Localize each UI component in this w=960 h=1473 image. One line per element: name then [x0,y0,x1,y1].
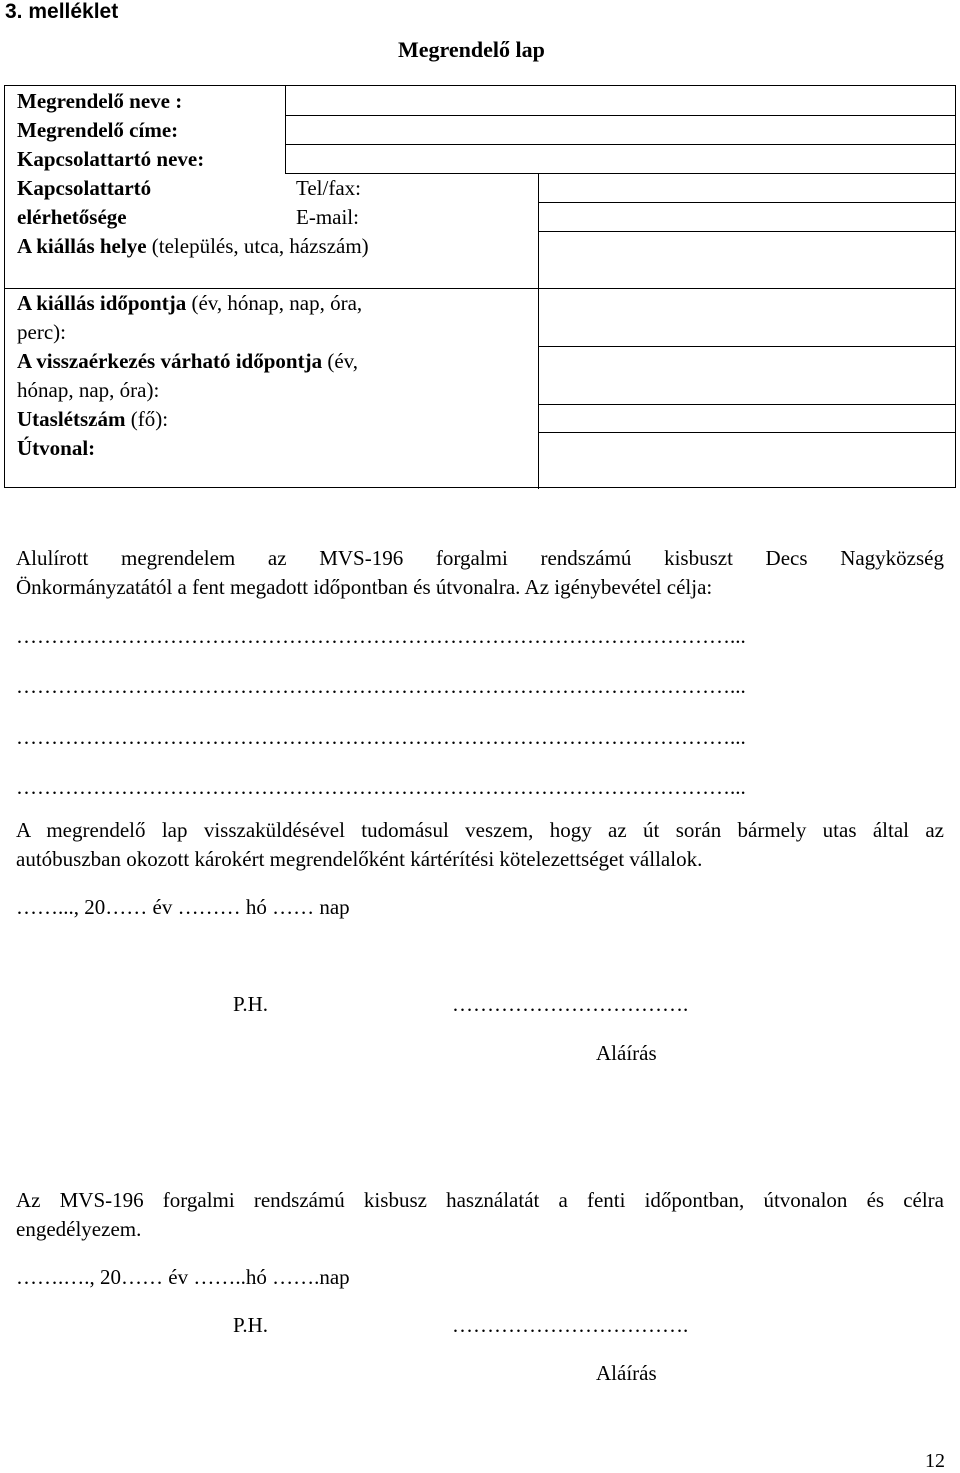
signature-line-1: ……………………………. [452,992,689,1016]
divider-h-7 [538,346,956,347]
email-label: E-mail: [296,205,359,229]
purpose-line-3: …………………………………………………………………………………………... [16,725,746,749]
page-number: 12 [925,1450,945,1472]
stamp-placeholder-1: P.H. [233,992,269,1016]
approval-date-line: …….…., 20…… év ……..hó …….nap [16,1265,350,1289]
divider-h-9 [538,432,956,433]
approval-text-line-2: engedélyezem. [16,1217,142,1241]
customer-address-label: Megrendelő címe: [17,118,179,142]
annex-label: 3. melléklet [5,0,119,23]
divider-h-3 [285,173,956,174]
contact-reach-label-2: elérhetősége [17,205,127,229]
page-title: Megrendelő lap [398,37,545,62]
divider-h-2 [285,144,956,145]
telfax-label: Tel/fax: [296,176,361,200]
signature-label-1: Aláírás [596,1041,657,1065]
place-label: A kiállás helye (település, utca, házszám) [17,234,369,258]
order-form-table [4,85,956,488]
approval-text-line-1: Az MVS-196 forgalmi rendszámú kisbusz használatát a fenti időpontban, útvonalon és célra [16,1188,944,1212]
liability-text-line-1: A megrendelő lap visszaküldésével tudomásul veszem, hogy az út során bármely utas által az [16,818,944,842]
purpose-line-1: …………………………………………………………………………………………... [16,624,746,648]
order-date-line: ……..., 20…… év ……… hó …… nap [16,895,350,919]
departure-time-label-2: perc): [17,320,66,344]
divider-h-4 [538,202,956,203]
customer-name-label: Megrendelő neve : [17,89,183,113]
route-label: Útvonal: [17,436,96,460]
order-text-line-1: Alulírott megrendelem az MVS-196 forgalmi rendszámú kisbuszt Decs Nagyközség [16,546,944,570]
stamp-placeholder-2: P.H. [233,1313,269,1337]
return-time-label: A visszaérkezés várható időpontja (év, [17,349,359,373]
purpose-line-4: …………………………………………………………………………………………... [16,775,746,799]
contact-reach-label-1: Kapcsolattartó [17,176,152,200]
divider-h-5 [538,231,956,232]
passengers-label: Utaslétszám (fő): [17,407,169,431]
contact-name-label: Kapcsolattartó neve: [17,147,205,171]
departure-time-label: A kiállás időpontja (év, hónap, nap, óra, [17,291,363,315]
liability-text-line-2: autóbuszban okozott károkért megrendelőként kártérítési kötelezettséget vállalok. [16,847,703,871]
signature-line-2: ……………………………. [452,1313,689,1337]
divider-h-6 [5,288,956,289]
divider-v-contact [538,173,539,489]
return-time-label-2: hónap, nap, óra): [17,378,160,402]
signature-label-2: Aláírás [596,1361,657,1385]
divider-h-8 [538,404,956,405]
order-text-line-2: Önkormányzatától a fent megadott időpontban és útvonalra. Az igénybevétel célja: [16,575,713,599]
purpose-line-2: …………………………………………………………………………………………... [16,674,746,698]
divider-h-1 [285,115,956,116]
divider-v-upper [285,86,286,173]
